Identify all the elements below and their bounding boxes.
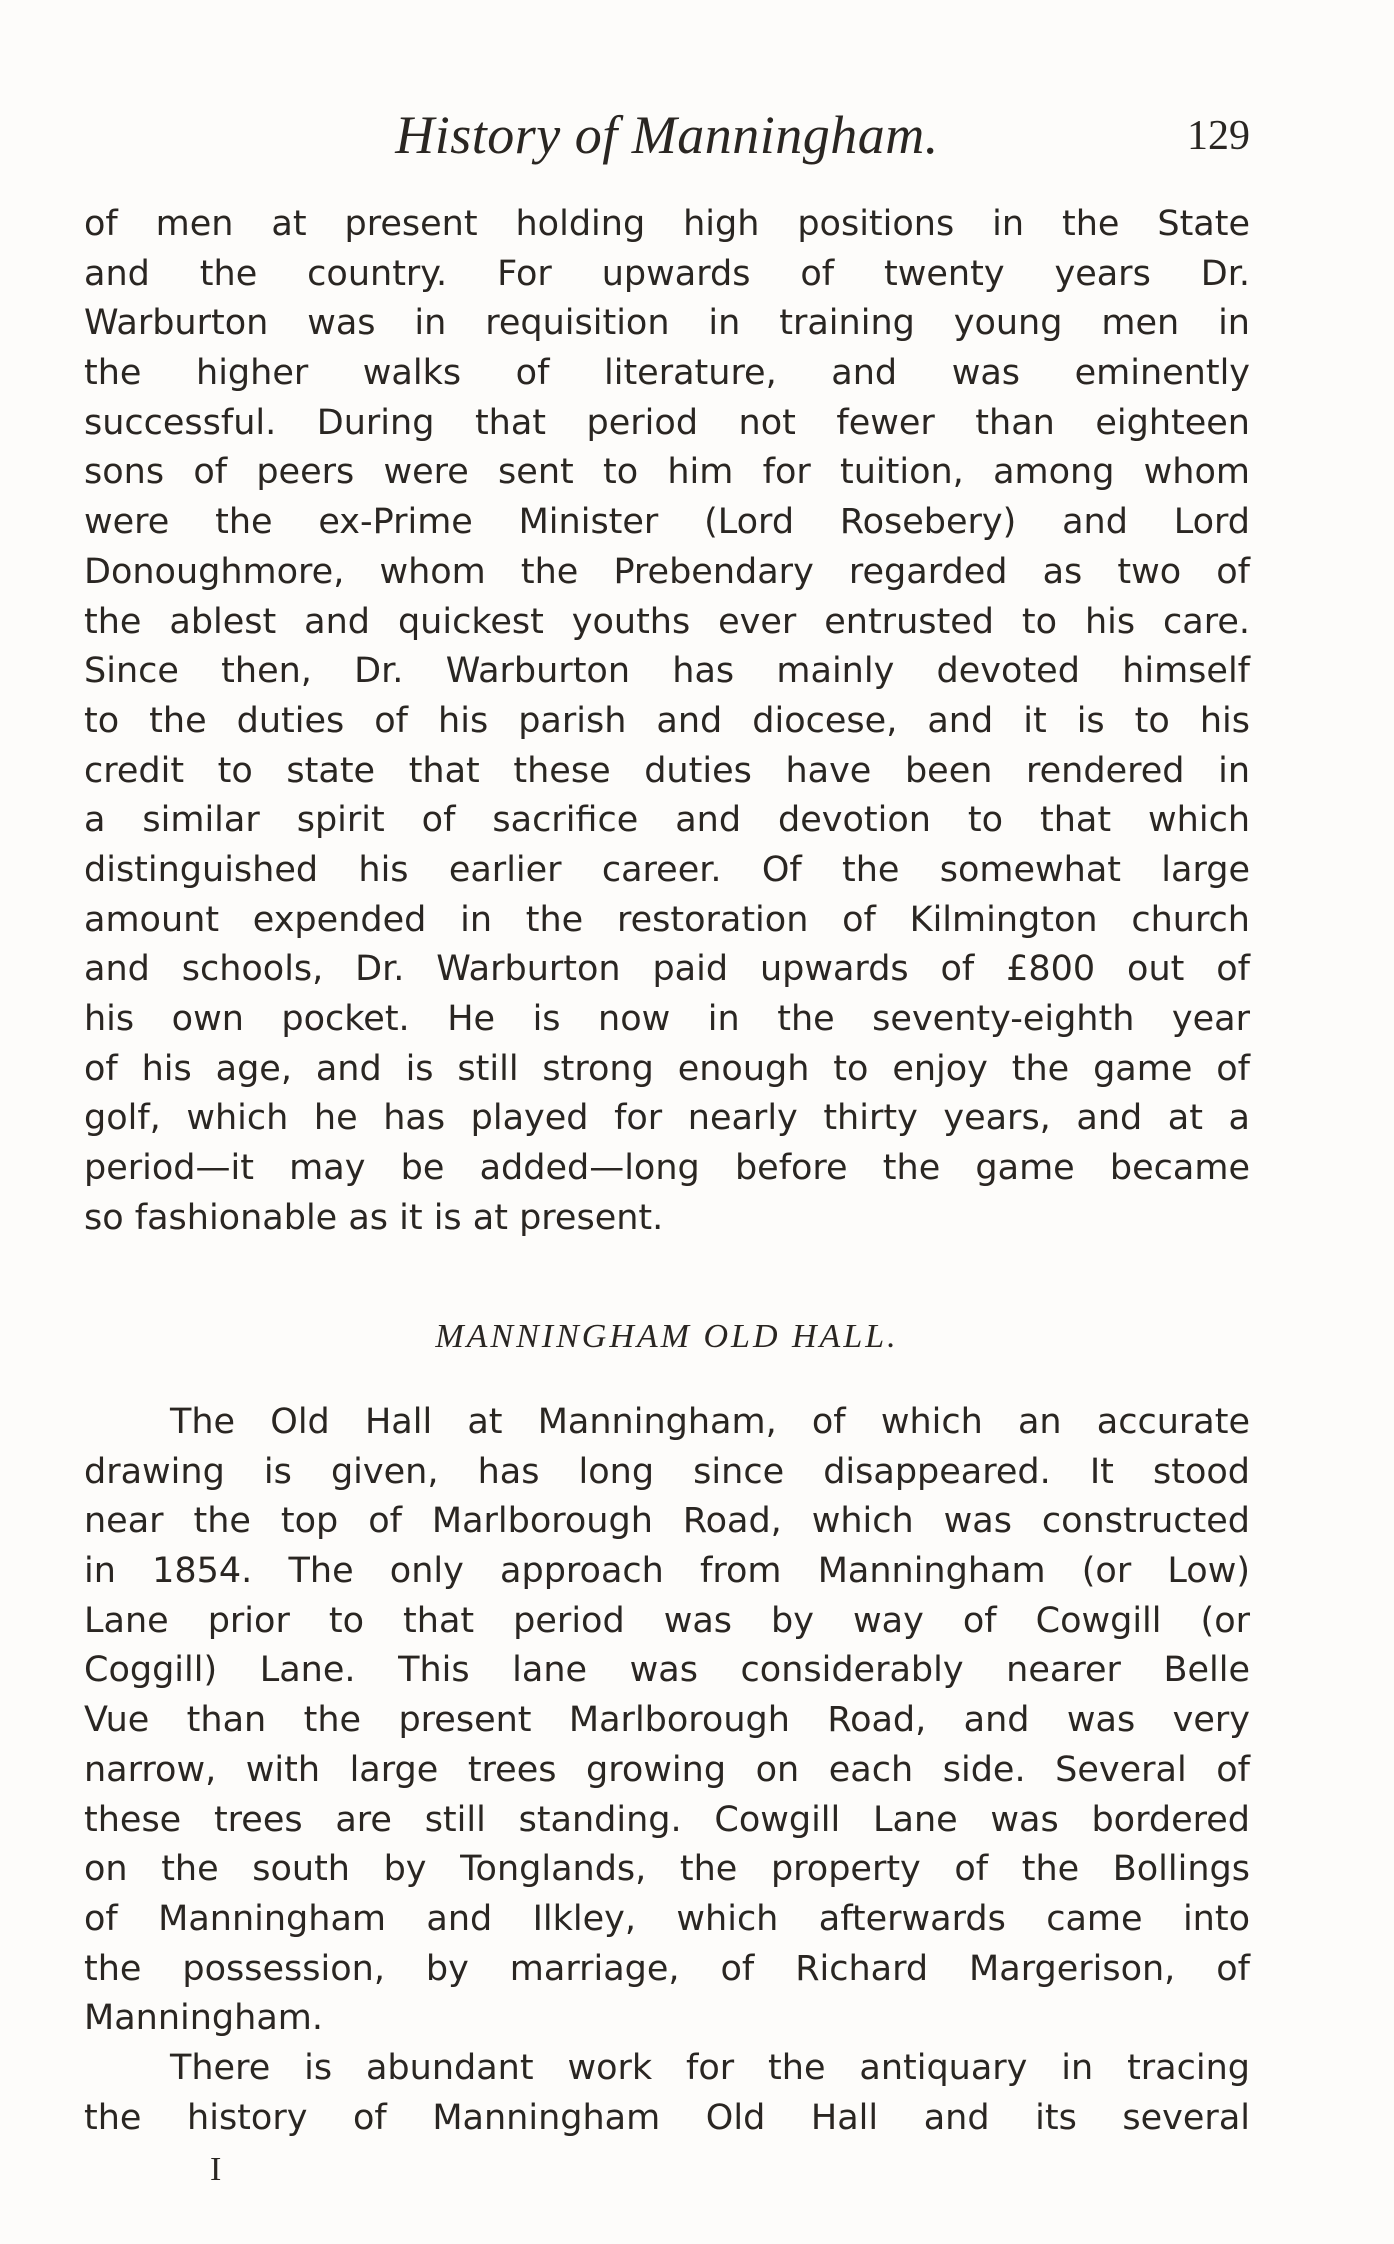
text-line: of men at present holding high positions in the State — [84, 204, 1250, 244]
text-line: period—it may be added—long before the game became — [84, 1148, 1250, 1189]
running-title: History of Manningham. — [395, 105, 939, 165]
text-line: so fashionable as it is at present. — [84, 1197, 664, 1238]
text-line: drawing is given, has long since disappeared. It stood — [84, 1451, 1250, 1492]
text-line: Warburton was in requisition in training young men in — [84, 303, 1250, 344]
text-line: to the duties of his parish and diocese, and it is to his — [84, 700, 1250, 741]
text-line: sons of peers were sent to him for tuition, among whom — [84, 452, 1250, 493]
text-line: the history of Manningham Old Hall and its several — [84, 2097, 1250, 2138]
text-line: and the country. For upwards of twenty years Dr. — [84, 253, 1250, 294]
text-line: a similar spirit of sacrifice and devotion to that which — [84, 800, 1250, 841]
text-line: narrow, with large trees growing on each side. Several of — [84, 1749, 1250, 1790]
text-line: Manningham. — [84, 1998, 323, 2039]
text-line: Vue than the present Marlborough Road, and was very — [84, 1700, 1250, 1741]
text-line: were the ex-Prime Minister (Lord Rosebery) and Lord — [84, 502, 1250, 543]
running-head — [84, 100, 1250, 170]
text-line: these trees are still standing. Cowgill Lane was bordered — [84, 1799, 1250, 1840]
text-line: Lane prior to that period was by way of Cowgill (or — [84, 1600, 1250, 1641]
text-line: the higher walks of literature, and was eminently — [84, 353, 1250, 394]
text-line: Since then, Dr. Warburton has mainly devoted himself — [84, 651, 1250, 692]
text-line: on the south by Tonglands, the property of the Bollings — [84, 1849, 1250, 1890]
text-line: the ablest and quickest youths ever entrusted to his care. — [84, 601, 1250, 642]
signature-mark: I — [210, 2151, 222, 2188]
text-line: his own pocket. He is now in the seventy-eighth year — [84, 999, 1250, 1039]
text-line: the possession, by marriage, of Richard Margerison, of — [84, 1948, 1250, 1989]
text-line: amount expended in the restoration of Kilmington church — [84, 899, 1250, 940]
paragraph-continued — [84, 200, 1250, 1243]
text-line: Coggill) Lane. This lane was considerably nearer Belle — [84, 1650, 1250, 1691]
section-heading: MANNINGHAM OLD HALL. — [435, 1318, 899, 1355]
page-number: 129 — [1187, 113, 1250, 159]
text-line: in 1854. The only approach from Manningham (or Low) — [84, 1551, 1250, 1592]
text-line: near the top of Marlborough Road, which was constructed — [84, 1501, 1250, 1542]
text-line: The Old Hall at Manningham, of which an accurate — [170, 1402, 1250, 1442]
text-line: credit to state that these duties have been rendered in — [84, 750, 1250, 791]
text-line: of Manningham and Ilkley, which afterwards came into — [84, 1898, 1250, 1939]
text-line: of his age, and is still strong enough to enjoy the game of — [84, 1048, 1250, 1089]
text-line: distinguished his earlier career. Of the somewhat large — [84, 849, 1250, 890]
paragraph-old-hall — [84, 1398, 1250, 2143]
text-line: successful. During that period not fewer than eighteen — [84, 402, 1250, 443]
text-line: There is abundant work for the antiquary in tracing — [170, 2047, 1250, 2088]
text-line: golf, which he has played for nearly thirty years, and at a — [84, 1098, 1250, 1139]
text-line: Donoughmore, whom the Prebendary regarded as two of — [84, 551, 1250, 592]
text-line: and schools, Dr. Warburton paid upwards of £800 out of — [84, 949, 1250, 990]
